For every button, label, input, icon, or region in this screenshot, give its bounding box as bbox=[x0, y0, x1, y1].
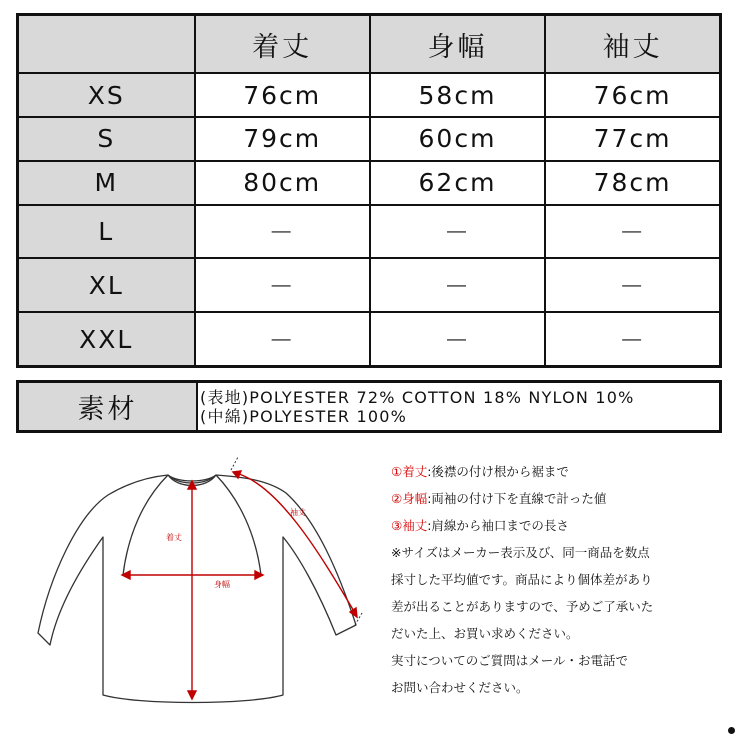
corner-dot bbox=[728, 727, 735, 734]
table-header-row bbox=[18, 15, 721, 74]
length-cell: 79cm bbox=[195, 117, 370, 161]
note-text: :後襟の付け根から裾まで bbox=[427, 464, 569, 479]
table-row bbox=[18, 117, 721, 161]
note-text: :両袖の付け下を直線で計った値 bbox=[427, 491, 607, 506]
size-label: XL bbox=[18, 258, 195, 312]
note-sleeve bbox=[391, 512, 721, 539]
material-box bbox=[16, 380, 722, 433]
table-row bbox=[18, 161, 721, 205]
note-width bbox=[391, 485, 721, 512]
note-text: :肩線から袖口までの長さ bbox=[427, 518, 569, 533]
shirt-illustration bbox=[28, 455, 368, 715]
width-cell: － bbox=[370, 205, 545, 259]
header-length: 着丈 bbox=[195, 15, 370, 74]
disclaimer-line: だいた上、お買い求めください。 bbox=[391, 626, 579, 641]
length-cell: － bbox=[195, 258, 370, 312]
width-cell: 58cm bbox=[370, 73, 545, 117]
table-row bbox=[18, 205, 721, 259]
table-row bbox=[18, 73, 721, 117]
material-composition bbox=[198, 383, 719, 430]
sleeve-cell: － bbox=[545, 205, 720, 259]
table-row bbox=[18, 258, 721, 312]
disclaimer-line: ※サイズはメーカー表示及び、同一商品を数点 bbox=[391, 545, 650, 560]
size-table bbox=[16, 13, 722, 368]
header-corner bbox=[18, 15, 195, 74]
note-marker: ②身幅 bbox=[391, 491, 428, 506]
length-cell: 80cm bbox=[195, 161, 370, 205]
width-cell: 62cm bbox=[370, 161, 545, 205]
sleeve-cell: 76cm bbox=[545, 73, 720, 117]
disclaimer-line: 差が出ることがありますので、予めご了承いた bbox=[391, 599, 654, 614]
width-cell: 60cm bbox=[370, 117, 545, 161]
size-label: L bbox=[18, 205, 195, 259]
sleeve-cell: － bbox=[545, 258, 720, 312]
length-cell: － bbox=[195, 312, 370, 366]
garment-diagram bbox=[28, 455, 368, 715]
disclaimer-line: お問い合わせください。 bbox=[391, 680, 529, 695]
length-cell: － bbox=[195, 205, 370, 259]
sleeve-label: 袖丈 bbox=[290, 508, 306, 517]
header-sleeve: 袖丈 bbox=[545, 15, 720, 74]
size-label: XS bbox=[18, 73, 195, 117]
note-marker: ①着丈 bbox=[391, 464, 428, 479]
measurement-notes bbox=[391, 458, 721, 701]
size-label: M bbox=[18, 161, 195, 205]
size-label: XXL bbox=[18, 312, 195, 366]
width-label: 身幅 bbox=[214, 580, 230, 589]
material-line-outer: (表地)POLYESTER 72% COTTON 18% NYLON 10% bbox=[200, 387, 635, 407]
header-width: 身幅 bbox=[370, 15, 545, 74]
disclaimer-line: 実寸についてのご質問はメール・お電話で bbox=[391, 653, 629, 668]
material-line-padding: (中綿)POLYESTER 100% bbox=[200, 406, 407, 426]
sleeve-cell: － bbox=[545, 312, 720, 366]
material-label: 素材 bbox=[19, 383, 198, 430]
width-cell: － bbox=[370, 312, 545, 366]
note-marker: ③袖丈 bbox=[391, 518, 428, 533]
length-cell: 76cm bbox=[195, 73, 370, 117]
disclaimer-line: 採寸した平均値です。商品により個体差があり bbox=[391, 572, 653, 587]
length-label: 着丈 bbox=[166, 533, 182, 542]
size-chart bbox=[16, 13, 722, 368]
table-row bbox=[18, 312, 721, 366]
note-length bbox=[391, 458, 721, 485]
sleeve-cell: 77cm bbox=[545, 117, 720, 161]
sleeve-cell: 78cm bbox=[545, 161, 720, 205]
size-label: S bbox=[18, 117, 195, 161]
width-cell: － bbox=[370, 258, 545, 312]
